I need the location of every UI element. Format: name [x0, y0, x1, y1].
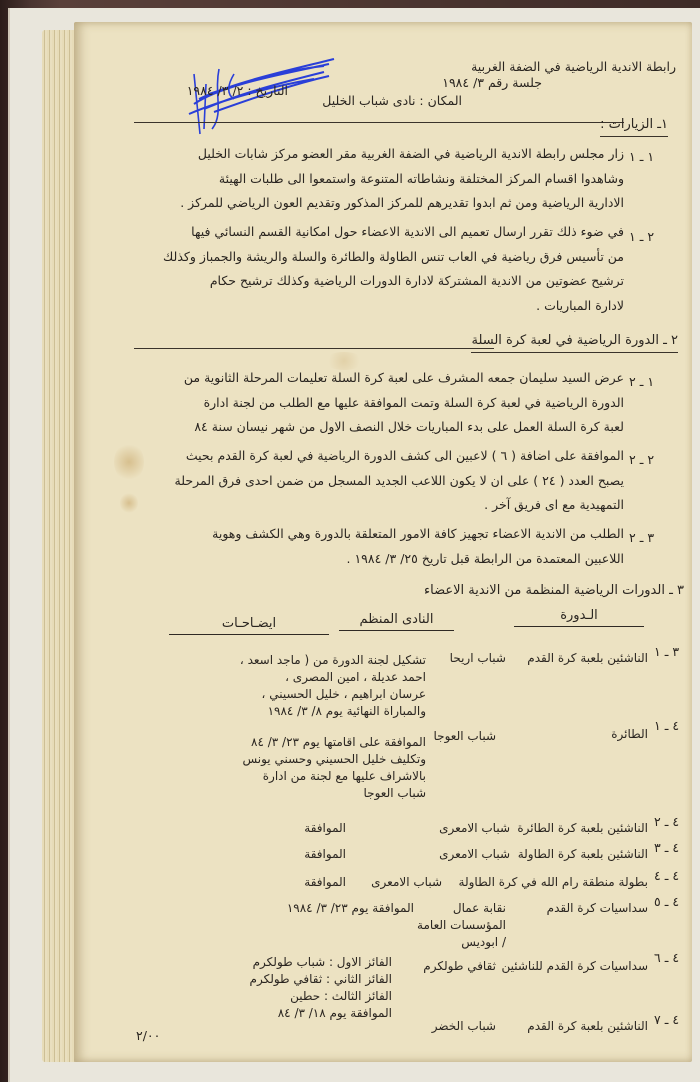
note-line: الموافقة يوم ١٨/ ٣/ ٨٤	[277, 1006, 392, 1020]
note-line: شباب العوجا	[363, 786, 426, 800]
row-number: ٤ ـ ١	[654, 718, 680, 733]
paragraph-line: الموافقة على اضافة ( ٦ ) لاعبين الى كشف الدورة الرياضية في لعبة كرة القدم بحيث	[185, 448, 624, 463]
section-tournaments-title: ٣ ـ الدورات الرياضية المنظمة من الاندية الاعضاء	[424, 583, 684, 598]
item-number: ٣ ـ ٢	[629, 530, 655, 545]
row-club: شباب الامعرى	[371, 875, 442, 889]
note-line: الموافقة على اقامتها يوم ٢٣/ ٣/ ٨٤	[251, 735, 426, 749]
row-number: ٤ ـ ٧	[654, 1012, 680, 1027]
row-course: سداسيات كرة القدم	[546, 901, 648, 915]
document-page	[74, 22, 692, 1062]
meeting-place: المكان : نادى شباب الخليل	[322, 93, 462, 108]
paragraph-line: الادارية الرياضية ومن ثم ابدوا تقديرهم للمركز المذكور وتقديم العون الرياضي للمركز .	[180, 195, 624, 210]
row-club: شباب اريحا	[449, 651, 506, 665]
note-line: وتكليف خليل الحسيني وحسني يونس	[242, 752, 426, 766]
note-line: الفائز الاول : شباب طولكرم	[252, 955, 392, 969]
row-notes	[304, 820, 346, 837]
row-club: نقابة عمال المؤسسات العامة / ابوديس	[417, 901, 506, 949]
item-number: ٢ ـ ١	[629, 229, 655, 244]
paragraph-line: لادارة المباريات .	[536, 297, 624, 313]
note-line: الفائز الثاني : ثقافي طولكرم	[249, 972, 392, 986]
column-header-label: النادى المنظم	[359, 612, 434, 627]
paragraph-line: من تأسيس فرق رياضية في العاب تنس الطاولة والطائرة والسلة والريشة والجمباز وكذلك	[163, 248, 624, 264]
item-paragraph	[212, 522, 624, 571]
row-course: الناشئين بلعبة كرة القدم	[527, 651, 648, 665]
section-basketball-title: ٢ ـ الدورة الرياضية في لعبة كرة السلة	[471, 332, 678, 353]
row-course: الناشئين بلعبة كرة الطائرة	[517, 821, 648, 835]
row-club: ثقافي طولكرم	[423, 959, 496, 973]
paragraph-line: وشاهدوا اقسام المركز المختلفة ونشاطاته المتنوعة واستمعوا الى طلبات الهيئة	[218, 170, 624, 186]
paragraph-line: زار مجلس رابطة الاندية الرياضية في الضفة الغربية مقر العضو مركز شابات الخليل	[197, 146, 624, 161]
row-club: شباب الامعرى	[439, 821, 510, 835]
column-header-club	[339, 612, 454, 631]
item-number: ٢ ـ ٢	[629, 452, 655, 467]
row-number: ٤ ـ ٢	[654, 814, 680, 829]
row-notes	[240, 652, 426, 720]
column-header-label: ايضـاحـات	[221, 616, 277, 631]
item-number: ١ ـ ١	[629, 149, 655, 164]
column-header-notes	[169, 616, 329, 635]
section-rule	[134, 348, 494, 349]
note-line: عرسان ابراهيم ، خليل الحسيني ،	[261, 687, 426, 701]
row-course: الناشئين بلعبة كرة القدم	[527, 1019, 648, 1033]
row-number: ٤ ـ ٤	[654, 868, 680, 883]
paragraph-line: الطلب من الاندية الاعضاء تجهيز كافة الامور المتعلقة بالدورة وهي الكشف وهوية	[212, 526, 624, 541]
row-number: ٤ ـ ٥	[654, 894, 680, 909]
note-line: الموافقة	[304, 875, 346, 889]
item-paragraph	[184, 366, 624, 440]
paper-stain	[120, 492, 138, 514]
row-number: ٤ ـ ٣	[654, 840, 680, 855]
org-name: رابطة الاندية الرياضية في الضفة الغربية	[471, 59, 676, 74]
row-course: سداسيات كرة القدم للناشئين	[501, 959, 648, 973]
row-club: شباب العوجا	[433, 729, 496, 743]
header-rule	[134, 122, 624, 123]
meeting-date: التاريخ : ٢/ ٣/ ١٩٨٤	[186, 83, 288, 98]
paragraph-line: في ضوء ذلك تقرر ارسال تعميم الى الاندية الاعضاء حول امكانية القسم النسائي فيها	[191, 224, 624, 239]
row-notes	[250, 954, 392, 1022]
row-club: شباب الخضر	[431, 1019, 496, 1033]
column-underline	[169, 634, 329, 635]
note-line: الموافقة يوم ٢٣/ ٣/ ١٩٨٤	[286, 901, 414, 915]
section-visits-title: ١ـ الزيارات :	[600, 116, 668, 137]
item-number: ١ ـ ٢	[629, 374, 655, 389]
paragraph-line: عرض السيد سليمان جمعه المشرف على لعبة كرة السلة تعليمات المرحلة الثانوية من	[183, 370, 624, 385]
note-line: الموافقة	[304, 847, 346, 861]
paragraph-line: يصبح العدد ( ٢٤ ) على ان لا يكون اللاعب الجديد المسجل من ضمن احدى فرق المرحلة	[174, 472, 624, 488]
row-course: الناشئين بلعبة كرة الطاولة	[517, 847, 648, 861]
note-line: الفائز الثالث : حطين	[290, 989, 392, 1003]
item-paragraph	[180, 142, 624, 216]
column-header-course	[514, 608, 644, 627]
row-club: شباب الامعرى	[439, 847, 510, 861]
column-underline	[339, 630, 454, 631]
column-header-label: الـدورة	[560, 608, 598, 623]
note-line: والمباراة النهائية يوم ٨/ ٣/ ١٩٨٤	[267, 704, 426, 718]
item-paragraph	[163, 220, 624, 318]
row-notes	[287, 900, 414, 917]
item-paragraph	[175, 444, 624, 518]
page-number: ٢/٠٠	[136, 1028, 161, 1043]
row-notes	[304, 874, 346, 891]
paragraph-line: اللاعبين المعتمدة من الرابطة قبل تاريخ ٢٥/ ٣/ ١٩٨٤ .	[346, 550, 624, 566]
paragraph-line: ترشيح عضوتين من الاندية المشتركة لادارة الدورات الرياضية وكذلك ترشيح حكام	[209, 273, 624, 288]
row-course: الطائرة	[611, 727, 648, 741]
row-notes	[304, 846, 346, 863]
paragraph-line: التمهيدية مع اى فريق آخر .	[484, 497, 624, 512]
paragraph-line: الدورة الرياضية في لعبة كرة السلة وتمت الموافقة عليها مع الطلب من لجنة ادارة	[203, 394, 624, 410]
row-number: ٤ ـ ٦	[654, 950, 680, 965]
row-course: بطولة منطقة رام الله في كرة الطاولة	[458, 875, 648, 889]
note-line: الموافقة	[304, 821, 346, 835]
paragraph-line: لعبة كرة السلة العمل على بدء المباريات خلال النصف الاول من شهر نيسان سنة ٨٤	[194, 419, 624, 434]
note-line: تشكيل لجنة الدورة من ( ماجد اسعد ،	[239, 653, 426, 667]
row-notes	[242, 734, 426, 802]
row-number: ٣ ـ ١	[654, 644, 680, 659]
paper-stain	[114, 442, 144, 482]
session-number: جلسة رقم ٣/ ١٩٨٤	[442, 75, 542, 90]
column-underline	[514, 626, 644, 627]
note-line: احمد عديلة ، امين المصرى ،	[285, 670, 426, 684]
note-line: بالاشراف عليها مع لجنة من ادارة	[262, 769, 426, 783]
